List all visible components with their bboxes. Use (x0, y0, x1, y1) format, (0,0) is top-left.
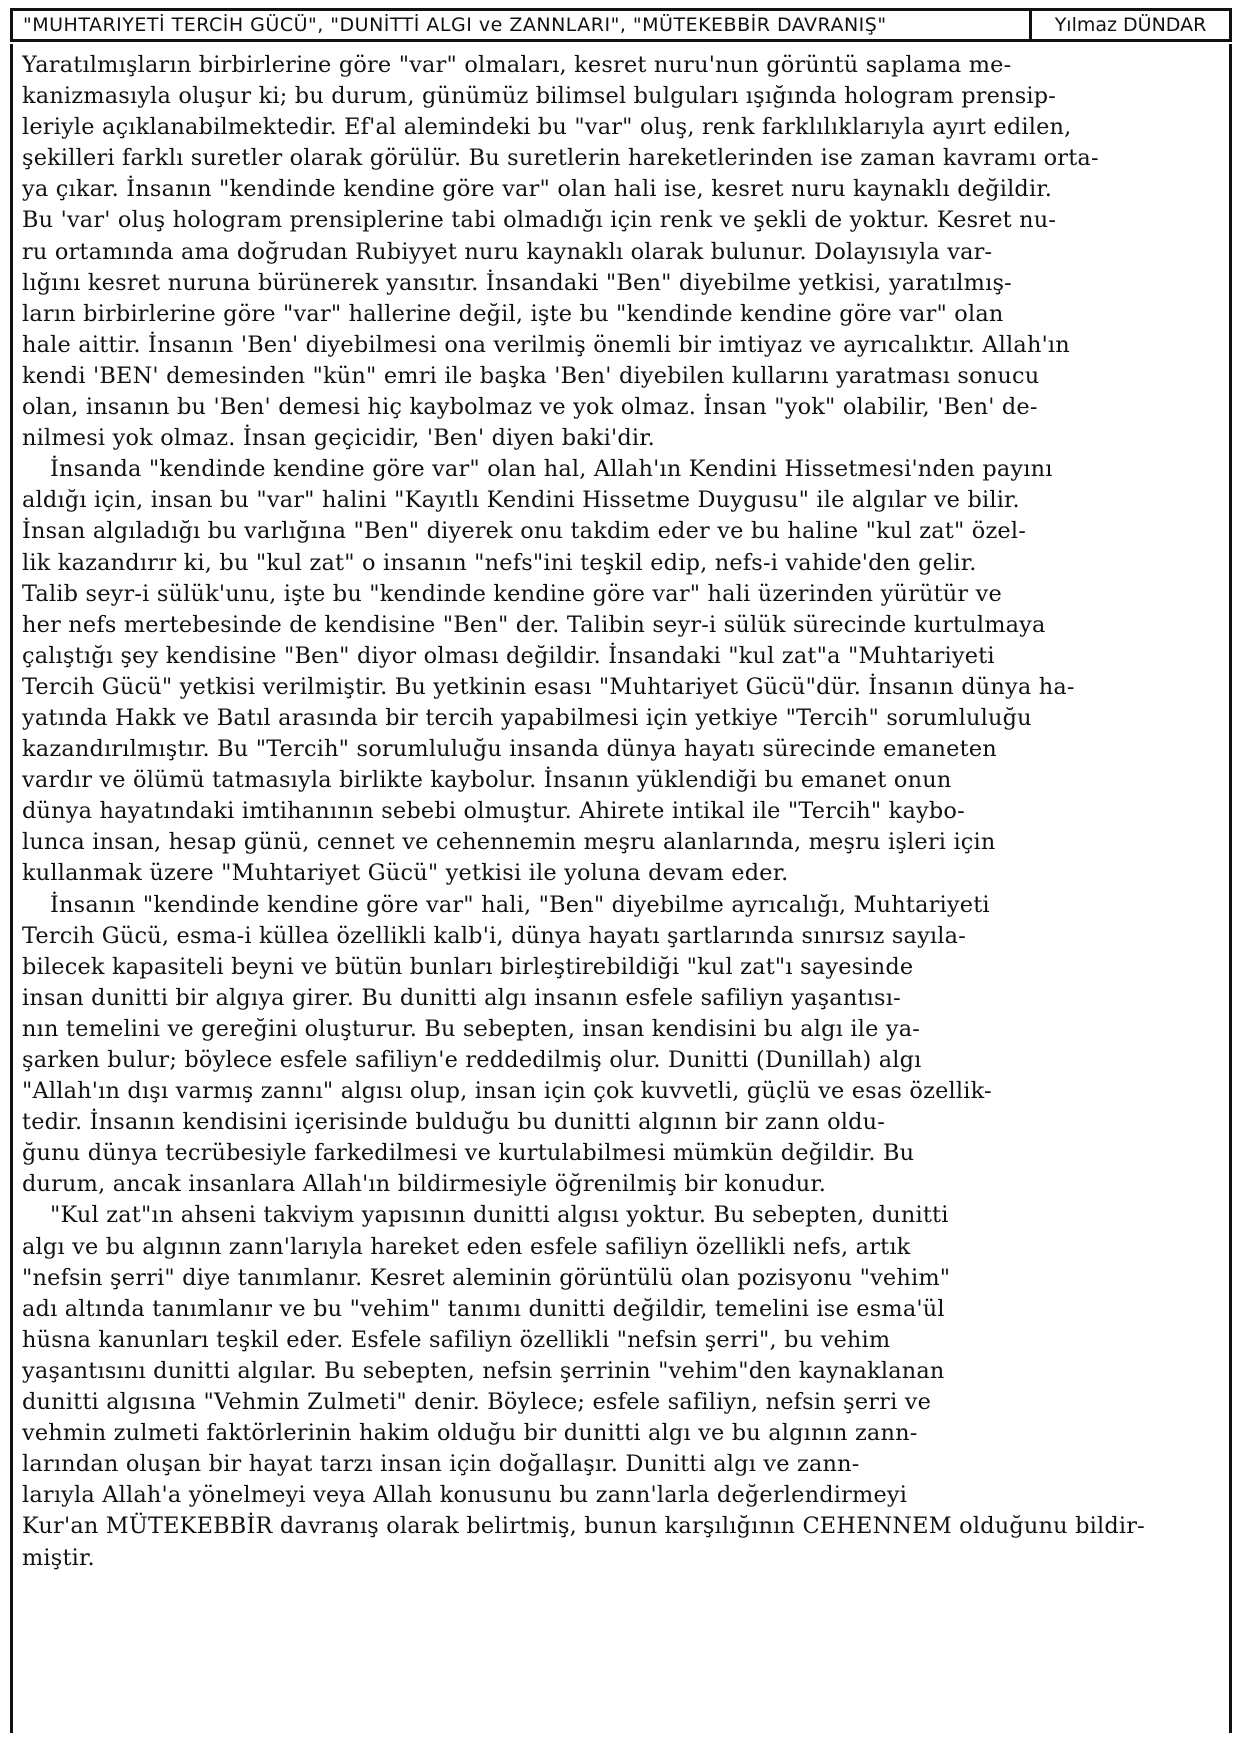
text-line: vehmin zulmeti faktörlerinin hakim olduğu bir dunitti algı ve bu algının zann- (22, 1420, 918, 1447)
text-line: nın temelini ve gereğini oluşturur. Bu sebepten, insan kendisini bu algı ile ya- (22, 1015, 921, 1042)
text-line: yatında Hakk ve Batıl arasında bir tercih yapabilmesi için yetkiye "Tercih" sorumluluğu (22, 704, 1032, 731)
text-line: kendi 'BEN' demesinden "kün" emri ile başka 'Ben' diyebilen kullarını yaratması sonucu (22, 362, 1040, 389)
text-line: leriyle açıklanabilmektedir. Ef'al alemindeki bu "var" oluş, renk farklılıklarıyla ayırt edilen, (22, 114, 1072, 141)
text-line: adı altında tanımlanır ve bu "vehim" tanımı dunitti değildir, temelini ise esma'ül (22, 1295, 945, 1322)
text-line: larıyla Allah'a yönelmeyi veya Allah konusunu bu zann'larla değerlendirmeyi (22, 1482, 908, 1509)
text-line: dunitti algısına "Vehmin Zulmeti" denir. Böylece; esfele safiliyn, nefsin şerri ve (22, 1389, 932, 1416)
document-title: "MUHTARIYETİ TERCİH GÜCÜ", "DUNİTTİ ALGI ve ZANNLARI", "MÜTEKEBBİR DAVRANIŞ" (23, 14, 887, 36)
text-line: kanizmasıyla oluşur ki; bu durum, günümüz bilimsel bulguları ışığında hologram prensip- (22, 83, 1057, 110)
text-line: bilecek kapasiteli beyni ve bütün bunları birleştirebildiği "kul zat"ı sayesinde (22, 953, 914, 980)
text-line: İnsanda "kendinde kendine göre var" olan hal, Allah'ın Kendini Hissetmesi'nden payını (50, 456, 1053, 483)
text-line: çalıştığı şey kendisine "Ben" diyor olması değildir. İnsandaki "kul zat"a "Muhtariyeti (22, 642, 995, 669)
text-line: Kur'an MÜTEKEBBİR davranış olarak belirtmiş, bunun karşılığının CEHENNEM olduğunu bildir- (22, 1513, 1145, 1540)
text-line: İnsan algıladığı bu varlığına "Ben" diyerek onu takdim eder ve bu haline "kul zat" özel- (22, 518, 1027, 545)
text-line: şarken bulur; böylece esfele safiliyn'e reddedilmiş olur. Dunitti (Dunillah) algı (22, 1047, 922, 1073)
text-line: aldığı için, insan bu "var" halini "Kayıtlı Kendini Hissetme Duygusu" ile algılar ve bilir. (22, 487, 1020, 514)
text-line: lunca insan, hesap günü, cennet ve cehennemin meşru alanlarında, meşru işleri için (22, 829, 996, 856)
text-line: "Allah'ın dışı varmış zannı" algısı olup, insan için çok kuvvetli, güçlü ve esas özellik- (22, 1078, 992, 1105)
body-text (22, 50, 1218, 1730)
text-line: vardır ve ölümü tatmasıyla birlikte kaybolur. İnsanın yüklendiği bu emanet onun (22, 767, 952, 794)
text-line: dünya hayatındaki imtihanının sebebi olmuştur. Ahirete intikal ile "Tercih" kaybo- (22, 798, 965, 825)
page-header (10, 8, 1232, 42)
author-name: Yılmaz DÜNDAR (1029, 11, 1229, 39)
text-line: İnsanın "kendinde kendine göre var" hali, "Ben" diyebilme ayrıcalığı, Muhtariyeti (50, 891, 990, 918)
text-line: Talib seyr-i sülük'unu, işte bu "kendinde kendine göre var" hali üzerinden yürütür ve (22, 580, 1002, 607)
text-line: ya çıkar. İnsanın "kendinde kendine göre var" olan hali ise, kesret nuru kaynaklı değildir. (22, 176, 1053, 203)
text-line: nilmesi yok olmaz. İnsan geçicidir, 'Ben' diyen baki'dir. (22, 425, 655, 452)
text-line: hale aittir. İnsanın 'Ben' diyebilmesi ona verilmiş önemli bir imtiyaz ve ayrıcalıktır. Allah'ın (22, 331, 1070, 358)
text-line: "nefsin şerri" diye tanımlanır. Kesret aleminin görüntülü olan pozisyonu "vehim" (22, 1264, 951, 1291)
text-line: durum, ancak insanlara Allah'ın bildirmesiyle öğrenilmiş bir konudur. (22, 1171, 827, 1198)
text-line: Bu 'var' oluş hologram prensiplerine tabi olmadığı için renk ve şekli de yoktur. Kesret nu- (22, 207, 1057, 234)
text-line: şekilleri farklı suretler olarak görülür. Bu suretlerin hareketlerinden ise zaman kavramı orta- (22, 145, 1099, 172)
text-line: olan, insanın bu 'Ben' demesi hiç kaybolmaz ve yok olmaz. İnsan "yok" olabilir, 'Ben' de- (22, 394, 1038, 421)
text-line: hüsna kanunları teşkil eder. Esfele safiliyn özellikli "nefsin şerri", bu vehim (22, 1326, 891, 1353)
text-line: Yaratılmışların birbirlerine göre "var" olmaları, kesret nuru'nun görüntü saplama me- (22, 52, 1012, 78)
text-line: ğunu dünya tecrübesiyle farkedilmesi ve kurtulabilmesi mümkün değildir. Bu (22, 1140, 915, 1167)
text-line: larından oluşan bir hayat tarzı insan için doğallaşır. Dunitti algı ve zann- (22, 1451, 860, 1478)
text-line: "Kul zat"ın ahseni takviym yapısının dunitti algısı yoktur. Bu sebepten, dunitti (50, 1202, 949, 1229)
text-line: yaşantısını dunitti algılar. Bu sebepten, nefsin şerrinin "vehim"den kaynaklanan (22, 1357, 945, 1384)
text-line: Tercih Gücü, esma-i küllea özellikli kalb'i, dünya hayatı şartlarında sınırsız sayıla- (22, 922, 966, 949)
text-line: her nefs mertebesinde de kendisine "Ben" der. Talibin seyr-i sülük sürecinde kurtulmaya (22, 611, 1046, 638)
text-line: tedir. İnsanın kendisini içerisinde bulduğu bu dunitti algının bir zann oldu- (22, 1109, 886, 1136)
text-line: algı ve bu algının zann'larıyla hareket eden esfele safiliyn özellikli nefs, artık (22, 1233, 911, 1260)
text-line: insan dunitti bir algıya girer. Bu dunitti algı insanın esfele safiliyn yaşantısı- (22, 984, 901, 1011)
text-line: lığını kesret nuruna bürünerek yansıtır. İnsandaki "Ben" diyebilme yetkisi, yaratılmış- (22, 269, 1012, 296)
text-line: lik kazandırır ki, bu "kul zat" o insanın "nefs"ini teşkil edip, nefs-i vahide'den gelir. (22, 549, 977, 576)
text-line: Tercih Gücü" yetkisi verilmiştir. Bu yetkinin esası "Muhtariyet Gücü"dür. İnsanın dünya ha- (22, 673, 1075, 700)
text-line: miştir. (22, 1544, 95, 1571)
text-line: kullanmak üzere "Muhtariyet Gücü" yetkisi ile yoluna devam eder. (22, 860, 789, 887)
text-line: ların birbirlerine göre "var" hallerine değil, işte bu "kendinde kendine göre var" olan (22, 300, 1004, 327)
text-line: ru ortamında ama doğrudan Rubiyyet nuru kaynaklı olarak bulunur. Dolayısıyla var- (22, 238, 993, 265)
text-line: kazandırılmıştır. Bu "Tercih" sorumluluğu insanda dünya hayatı sürecinde emaneten (22, 736, 997, 763)
